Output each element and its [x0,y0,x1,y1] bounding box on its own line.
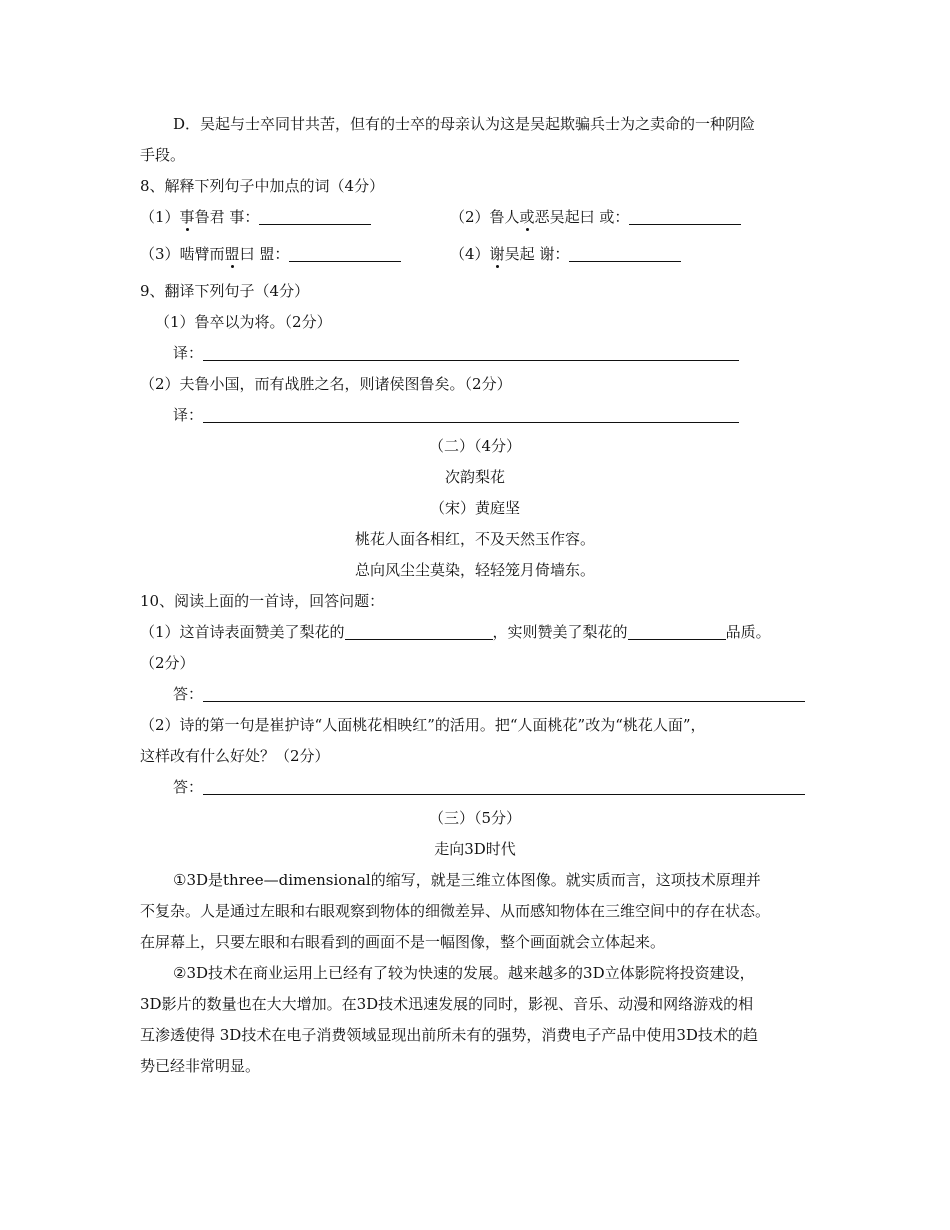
emphasis-dot-word: 盟 [224,245,240,263]
q9-answer-2: 译： [173,405,739,425]
article-p2-line3: 互渗透使得 3D技术在电子消费领域显现出前所未有的强势，消费电子产品中使用3D技术的趋 [140,1026,758,1044]
article-p2-line1: ②3D技术在商业运用上已经有了较为快速的发展。越来越多的3D立体影院将投资建设， [173,964,755,982]
poem-line-1: 桃花人面各相红，不及天然玉作容。 [354,530,595,548]
q7-option-d-line2: 手段。 [140,146,186,164]
q10-sub-2-line2: 这样改有什么好处？（2分） [140,747,330,765]
q9-answer-1: 译： [173,343,739,363]
q10-sub-1: （1）这首诗表面赞美了梨花的 ，实则赞美了梨花的 品质。 [140,623,771,641]
emphasis-dot-word: 谢 [489,245,505,263]
article-title: 走向3D时代 [434,840,516,858]
q8-item-1: （1）事鲁君 事： [140,207,371,227]
fill-blank[interactable] [628,624,726,640]
q10-answer-2: 答： [173,777,805,797]
emphasis-dot-word: 事 [179,208,195,226]
article-p1-line2: 不复杂。人是通过左眼和右眼观察到物体的细微差异、从而感知物体在三维空间中的存在状态。 [140,902,771,920]
article-p1-line1: ①3D是three—dimensional的缩写，就是三维立体图像。就实质而言，这项技术原理并 [173,871,761,889]
q8-item-4: （4）谢吴起 谢： [450,244,681,264]
answer-line[interactable] [203,686,805,702]
answer-blank[interactable] [259,209,371,225]
q9-title: 9、翻译下列句子（4分） [140,282,310,300]
article-p2-line4: 势已经非常明显。 [140,1057,261,1075]
q10-sub-2-line1: （2）诗的第一句是崔护诗“人面桃花相映红”的活用。把“人面桃花”改为“桃花人面”， [140,716,706,734]
poem-author: （宋）黄庭坚 [429,499,520,517]
q9-sentence-2: （2）夫鲁小国，而有战胜之名，则诸侯图鲁矣。（2分） [140,375,512,393]
answer-blank[interactable] [569,246,681,262]
section-3-heading: （三）（5分） [428,809,522,827]
q8-item-2: （2）鲁人或恶吴起曰 或： [450,207,741,227]
q7-option-d-line1: D．吴起与士卒同甘共苦，但有的士卒的母亲认为这是吴起欺骗兵士为之卖命的一种阴险 [173,115,756,133]
translation-blank[interactable] [203,407,739,423]
answer-blank[interactable] [629,209,741,225]
answer-line[interactable] [203,779,805,795]
q9-sentence-1: （1）鲁卒以为将。（2分） [155,313,332,331]
emphasis-dot-word: 或 [519,208,535,226]
fill-blank[interactable] [345,624,493,640]
translation-blank[interactable] [203,345,739,361]
q10-answer-1: 答： [173,684,805,704]
poem-line-2: 总向风尘尘莫染，轻轻笼月倚墙东。 [354,561,595,579]
article-p2-line2: 3D影片的数量也在大大增加。在3D技术迅速发展的同时，影视、音乐、动漫和网络游戏的相 [140,995,754,1013]
answer-blank[interactable] [289,246,401,262]
section-2-heading: （二）（4分） [428,437,522,455]
q8-title: 8、解释下列句子中加点的词（4分） [140,177,385,195]
q10-title: 10、阅读上面的一首诗，回答问题： [140,592,385,610]
q10-sub-1-score: （2分） [140,654,195,672]
article-p1-line3: 在屏幕上，只要左眼和右眼看到的画面不是一幅图像，整个画面就会立体起来。 [140,933,666,951]
q8-item-3: （3）啮臂而盟曰 盟： [140,244,401,264]
poem-title: 次韵梨花 [444,468,505,486]
